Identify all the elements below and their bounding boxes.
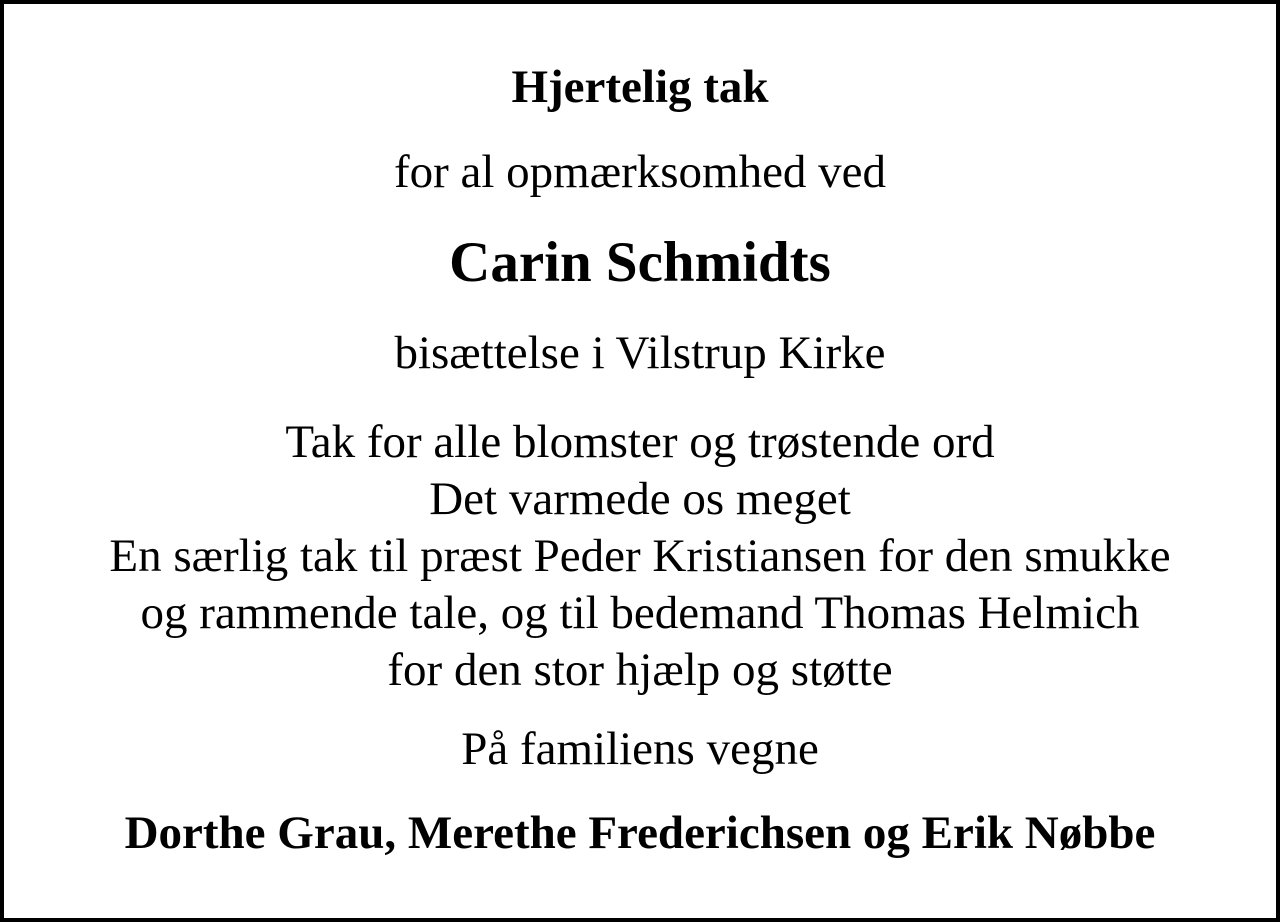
message-line: for den stor hjælp og støtte	[387, 644, 893, 696]
message-line: Det varmede os meget	[429, 473, 851, 525]
deceased-name: Carin Schmidts	[449, 231, 831, 294]
signers: Dorthe Grau, Merethe Frederichsen og Erik Nøbbe	[124, 807, 1156, 859]
message-line: Tak for alle blomster og trøstende ord	[285, 416, 995, 468]
notice-intro: for al opmærksomhed ved	[393, 146, 887, 198]
message-line: og rammende tale, og til bedemand Thomas Helmich	[140, 587, 1140, 639]
ceremony-line: bisættelse i Vilstrup Kirke	[394, 327, 886, 379]
thank-you-message	[4, 414, 1276, 699]
notice-heading: Hjertelig tak	[511, 61, 769, 113]
message-line: En særlig tak til præst Peder Kristiansen for den smukke	[109, 530, 1171, 582]
on-behalf-line: På familiens vegne	[461, 723, 819, 775]
